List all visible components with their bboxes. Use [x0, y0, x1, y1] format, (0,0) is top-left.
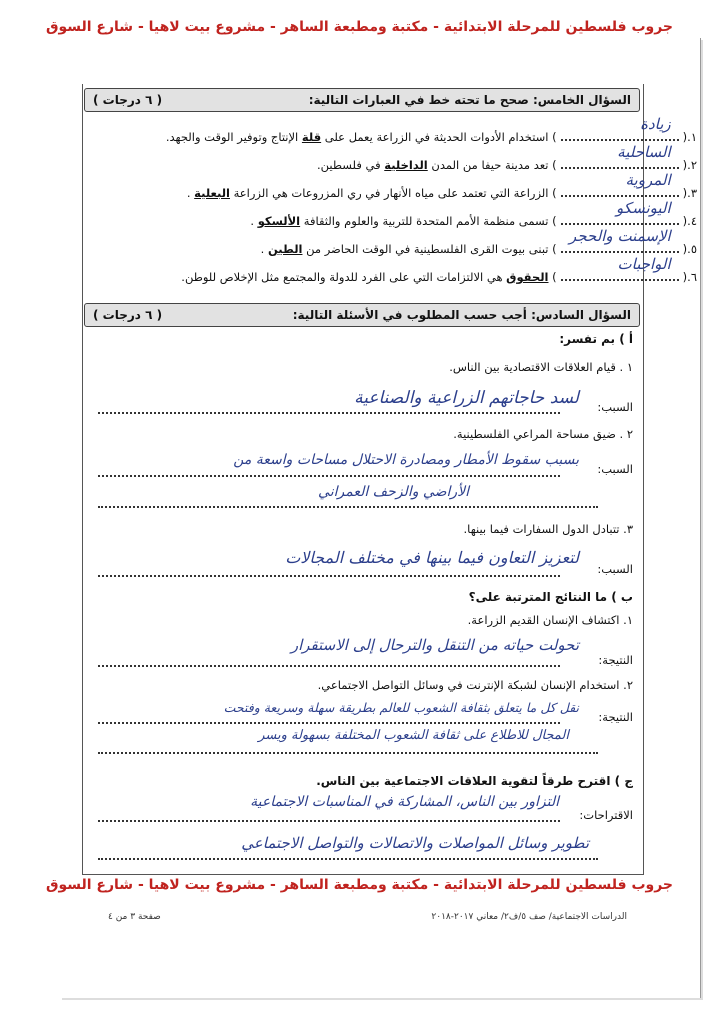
q5-item-number: ٤.: [687, 214, 697, 228]
q5-text-after: .: [250, 214, 255, 228]
q5-text-before: الزراعة التي تعتمد على مياه الأنهار في ري المزروعات هي الزراعة: [233, 186, 549, 200]
c-answer-line-1: [98, 820, 560, 822]
q5-text-after: .: [260, 242, 265, 256]
a1-answer: لسد حاجاتهم الزراعية والصناعية: [354, 388, 579, 408]
q5-text-after: .: [186, 186, 191, 200]
a1-answer-line: [98, 412, 560, 414]
b2-answer-line1: نقل كل ما يتعلق بثقافة الشعوب للعالم بطريقة سهلة وسريعة وفتحت: [223, 700, 579, 715]
q5-item: ٤.( اليونسكو ) تسمى منظمة الأمم المتحدة للتربية والعلوم والثقافة الألسكو .: [250, 199, 697, 228]
q5-text-after: في فلسطين.: [316, 158, 381, 172]
q5-item: ٣.( المروية ) الزراعة التي تعتمد على مياه الأنهار في ري المزروعات هي الزراعة البعلية .: [186, 171, 697, 200]
b2-label: النتيجة:: [598, 710, 633, 724]
q5-score: ( ٦ درجات ): [93, 93, 163, 107]
content-frame: [82, 84, 644, 875]
q5-item: ٦.( الواجبات ) الحقوق هي الالتزامات التي على الفرد للدولة والمجتمع مثل الإخلاص للوطن.: [181, 255, 697, 284]
c-answer-line1: التزاور بين الناس، المشاركة في المناسبات الاجتماعية: [250, 794, 559, 810]
q6-score: ( ٦ درجات ): [93, 308, 163, 322]
q5-underlined-word: الحقوق: [506, 270, 549, 284]
page-subject-info: الدراسات الاجتماعية/ صف ٥/ف٢/ معاني ٢٠١٧-٢٠١٨: [431, 912, 627, 922]
a3-answer: لتعزيز التعاون فيما بينها في مختلف المجالات: [285, 548, 579, 567]
q5-underlined-word: الطين: [267, 242, 303, 256]
a1-label: السبب:: [597, 400, 633, 414]
q5-answer-blank: [561, 171, 679, 197]
a1-question: ١ . قيام العلاقات الاقتصادية بين الناس.: [449, 360, 633, 374]
a2-answer-line1: بسبب سقوط الأمطار ومصادرة الاحتلال مساحات واسعة من: [233, 452, 579, 468]
q5-answer-blank: [561, 115, 679, 141]
page-header: جروب فلسطين للمرحلة الابتدائية - مكتبة ومطبعة الساهر - مشروع بيت لاهيا - شارع السوق: [45, 19, 674, 35]
q5-answer-blank: [561, 255, 679, 281]
a3-label: السبب:: [597, 562, 633, 576]
a2-question: ٢ . ضيق مساحة المراعي الفلسطينية.: [453, 427, 633, 441]
q5-handwritten-answer: الإسمنت والحجر: [569, 227, 671, 245]
q5-underlined-word: البعلية: [194, 186, 230, 200]
q5-title: السؤال الخامس: صحح ما تحته خط في العبارات التالية:: [308, 93, 631, 107]
b2-answer-line-2: [98, 752, 598, 754]
q5-answer-blank: [561, 227, 679, 253]
q5-handwritten-answer: الواجبات: [617, 255, 671, 273]
q5-item-number: ٦.: [687, 270, 697, 284]
q6-title: السؤال السادس: أجب حسب المطلوب في الأسئلة التالية:: [292, 308, 631, 322]
b2-question: ٢. استخدام الإنسان لشبكة الإنترنت في وسائل التواصل الاجتماعي.: [317, 678, 633, 692]
part-b-heading: ب ) ما النتائج المترتبة على؟: [468, 590, 633, 604]
q5-text-after: الإنتاج وتوفير الوقت والجهد.: [165, 130, 299, 144]
c-answer-line2: تطوير وسائل المواصلات والاتصالات والتواصل الاجتماعي: [241, 834, 589, 852]
a3-question: ٣. تتبادل الدول السفارات فيما بينها.: [463, 522, 633, 536]
q5-title-bar: [84, 88, 640, 112]
b1-question: ١. اكتشاف الإنسان القديم الزراعة.: [467, 613, 633, 627]
q5-text-after: هي الالتزامات التي على الفرد للدولة والمجتمع مثل الإخلاص للوطن.: [181, 270, 503, 284]
q5-handwritten-answer: المروية: [625, 171, 671, 189]
q5-text-before: تسمى منظمة الأمم المتحدة للتربية والعلوم والثقافة: [303, 214, 549, 228]
q5-underlined-word: الألسكو: [257, 214, 301, 228]
q5-handwritten-answer: الساحلية: [617, 143, 671, 161]
q5-text-before: تبنى بيوت القرى الفلسطينية في الوقت الحاضر من: [306, 242, 549, 256]
q5-underlined-word: قلة: [301, 130, 322, 144]
b1-label: النتيجة:: [598, 653, 633, 667]
q5-item: ٢.( الساحلية ) تعد مدينة حيفا من المدن الداخلية في فلسطين.: [316, 143, 697, 172]
b1-answer: تحولت حياته من التنقل والترحال إلى الاستقرار: [290, 636, 579, 654]
a2-answer-line-1: [98, 475, 560, 477]
q5-answer-blank: [561, 143, 679, 169]
page-footer: جروب فلسطين للمرحلة الابتدائية - مكتبة ومطبعة الساهر - مشروع بيت لاهيا - شارع السوق: [45, 877, 674, 893]
part-c-heading: ج ) اقترح طرقاً لتقوية العلاقات الاجتماعية بين الناس.: [316, 774, 633, 788]
q5-item-number: ٢.: [687, 158, 697, 172]
c-label: الاقتراحات:: [579, 808, 633, 822]
a2-answer-line-2: [98, 506, 598, 508]
part-a-heading: أ ) بم تفسر:: [559, 332, 633, 346]
q5-item-number: ١.: [687, 130, 697, 144]
q5-text-before: استخدام الأدوات الحديثة في الزراعة يعمل على: [324, 130, 549, 144]
a3-answer-line: [98, 575, 560, 577]
q5-underlined-word: الداخلية: [384, 158, 428, 172]
a2-answer-line2: الأراضي والزحف العمراني: [318, 484, 469, 500]
q5-answer-blank: [561, 199, 679, 225]
a2-label: السبب:: [597, 462, 633, 476]
b1-answer-line: [98, 665, 560, 667]
q5-handwritten-answer: زيادة: [640, 115, 671, 133]
q5-item: ٥.( الإسمنت والحجر ) تبنى بيوت القرى الفلسطينية في الوقت الحاضر من الطين .: [260, 227, 697, 256]
q5-handwritten-answer: اليونسكو: [616, 199, 671, 217]
c-answer-line-2: [98, 858, 598, 860]
q5-text-before: تعد مدينة حيفا من المدن: [431, 158, 549, 172]
page-number: صفحة ٣ من ٤: [108, 912, 161, 922]
q5-item-number: ٣.: [687, 186, 697, 200]
q6-title-bar: [84, 303, 640, 327]
q5-item-number: ٥.: [687, 242, 697, 256]
b2-answer-line2: المجال للاطلاع على ثقافة الشعوب المختلفة بسهولة ويسر: [258, 728, 569, 743]
q5-item: ١.( زيادة ) استخدام الأدوات الحديثة في الزراعة يعمل على قلة الإنتاج وتوفير الوقت والجهد.: [165, 115, 697, 144]
b2-answer-line-1: [98, 722, 560, 724]
